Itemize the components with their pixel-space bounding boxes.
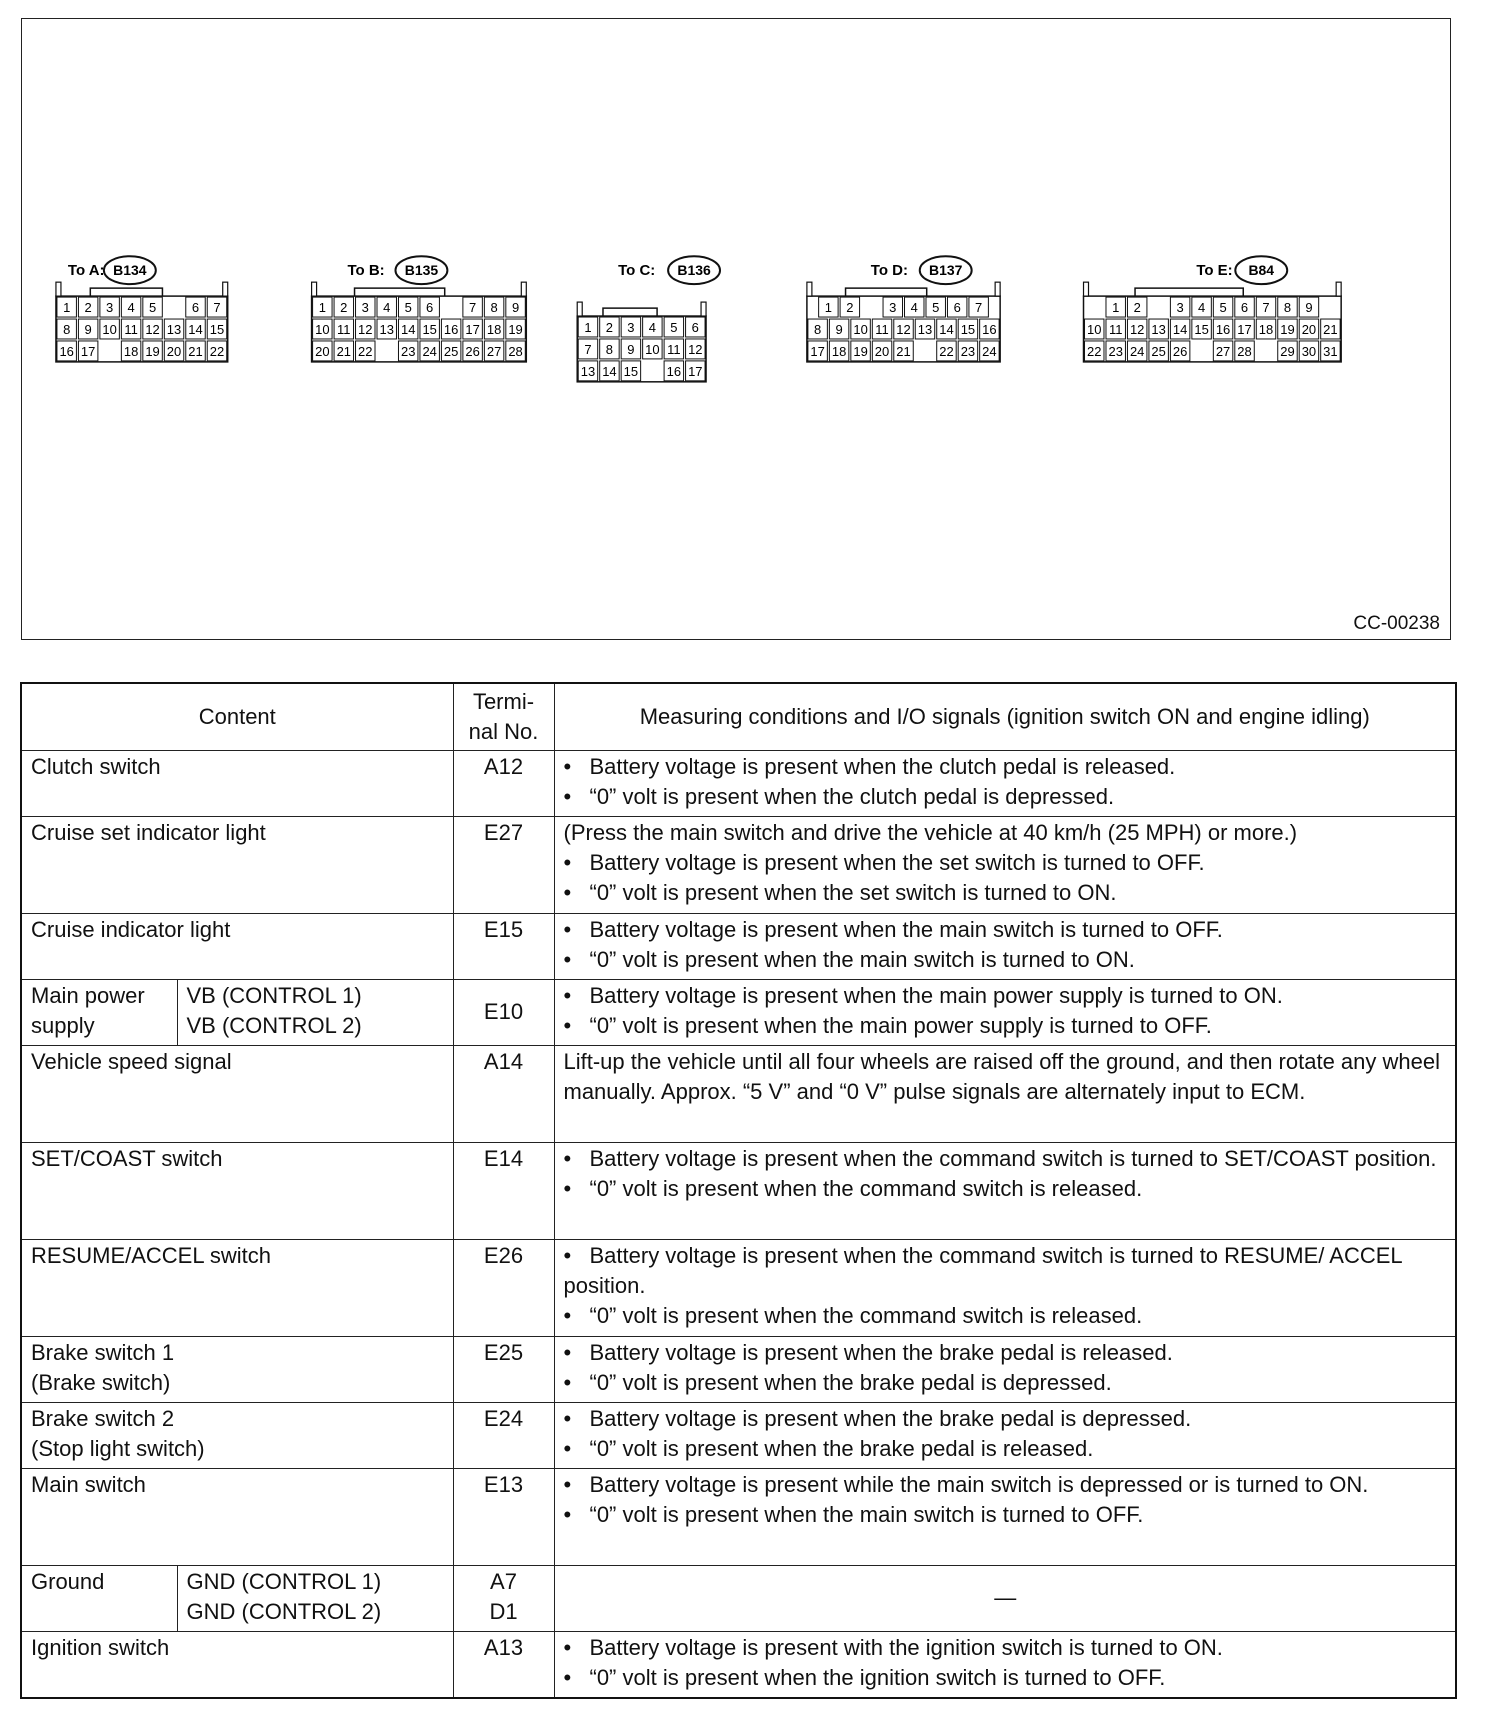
connector-pin-number: 6 [426, 300, 434, 316]
connector-pin-number: 31 [1323, 343, 1338, 359]
connector-pin-number: 11 [1108, 321, 1123, 337]
row-terminal: E25 [453, 1337, 554, 1403]
row-sub1: GND (CONTROL 1) [186, 1569, 382, 1594]
connector-post [223, 282, 228, 296]
connector-pin-number: 20 [315, 343, 330, 359]
connector-pin-number: 17 [810, 343, 825, 359]
connector-pin-number: 4 [910, 300, 918, 316]
condition-line: • “0” volt is present when the main power supply is turned to OFF. [564, 1011, 1448, 1041]
table-row [21, 1632, 1456, 1698]
table-row [21, 817, 1456, 914]
connector-pin-number: 19 [145, 343, 160, 359]
condition-line: • Battery voltage is present when the set switch is turned to OFF. [564, 848, 1448, 878]
condition-line: • “0” volt is present when the command switch is released. [564, 1174, 1448, 1204]
connector-pin-number: 5 [404, 300, 412, 316]
row-conditions [554, 751, 1456, 817]
connector-pin-number: 1 [584, 320, 592, 335]
connector-figure [21, 18, 1451, 640]
row-content-line2: supply [31, 1013, 95, 1038]
connector-lock-tab [90, 288, 162, 296]
connector-pin-number: 18 [831, 343, 847, 359]
condition-line: • Battery voltage is present when the main power supply is turned to ON. [564, 981, 1448, 1011]
row-conditions [554, 914, 1456, 980]
row-content-line1: Brake switch 2 [31, 1406, 175, 1431]
connector-pin-number: 7 [213, 300, 221, 316]
row-content-line1: Main power [31, 983, 145, 1008]
connector-label: To A: [67, 262, 105, 280]
row-conditions [554, 1403, 1456, 1469]
connector-id: B134 [113, 262, 147, 279]
connector-pin-number: 2 [605, 320, 614, 335]
connector-lock-tab [603, 308, 657, 316]
header-content: Content [21, 683, 453, 751]
row-content-line1: Brake switch 1 [31, 1340, 175, 1365]
connector-pin-number: 5 [148, 300, 157, 316]
condition-line: • “0” volt is present when the brake pedal is released. [564, 1434, 1448, 1464]
connector-pin-number: 10 [1087, 321, 1102, 337]
row-subcontent [177, 980, 453, 1046]
row-content: Ignition switch [21, 1632, 453, 1698]
connector-pin-number: 8 [814, 321, 822, 337]
connector-pin-number: 12 [145, 321, 160, 337]
condition-line: • Battery voltage is present with the ignition switch is turned to ON. [564, 1633, 1448, 1663]
connector-pin-number: 7 [469, 300, 477, 316]
connector-label: To B: [347, 262, 385, 280]
row-sub2: VB (CONTROL 2) [186, 1013, 362, 1038]
connector-pin-number: 19 [853, 343, 868, 359]
connector-pin-number: 21 [336, 343, 352, 359]
connector-pin-number: 14 [1172, 321, 1188, 337]
row-conditions [554, 1632, 1456, 1698]
connector-pin-number: 9 [84, 321, 92, 337]
row-content: Cruise indicator light [21, 914, 453, 980]
row-content [21, 1403, 453, 1469]
condition-intro: (Press the main switch and drive the vehicle at 40 km/h (25 MPH) or more.) [563, 820, 1298, 845]
row-subcontent [177, 1566, 453, 1632]
row-content: SET/COAST switch [21, 1143, 453, 1240]
figure-code: CC-00238 [1353, 613, 1440, 634]
connector-pin-number: 23 [400, 343, 416, 359]
row-terminal: E14 [453, 1143, 554, 1240]
connector-pin-number: 16 [59, 343, 74, 359]
condition-line: • “0” volt is present when the command switch is released. [564, 1301, 1448, 1331]
connector-post [312, 282, 317, 296]
connector-pin-number: 7 [1262, 300, 1270, 316]
row-content-line2: (Stop light switch) [31, 1436, 205, 1461]
connector-pin-number: 21 [188, 343, 203, 359]
row-content [21, 1337, 453, 1403]
connector-pin-number: 8 [605, 341, 614, 357]
row-terminal: E13 [453, 1469, 554, 1566]
row-content: Clutch switch [21, 751, 453, 817]
table-row [21, 1566, 1456, 1632]
connector-pin-number: 14 [939, 321, 954, 337]
row-conditions [554, 1337, 1456, 1403]
connector-pin-number: 3 [627, 320, 635, 335]
row-content-line2: (Brake switch) [31, 1370, 171, 1395]
connector-pin-number: 11 [337, 321, 351, 337]
connector-pin-number: 17 [465, 321, 480, 337]
connector-pin-number: 22 [939, 343, 954, 359]
connector-pin-number: 21 [1323, 321, 1338, 337]
condition-line: • Battery voltage is present when the clutch pedal is released. [564, 752, 1448, 782]
connector-pin-number: 2 [84, 300, 92, 316]
connector-pin-number: 5 [1219, 300, 1227, 316]
table-row [21, 1337, 1456, 1403]
connector-pin-number: 12 [358, 321, 373, 337]
connector-pin-number: 4 [383, 300, 391, 316]
connector-pin-number: 20 [166, 343, 182, 359]
connector-pin-number: 11 [124, 321, 138, 337]
connector-post [1336, 282, 1341, 296]
row-sub2: GND (CONTROL 2) [186, 1599, 382, 1624]
connector-pin-number: 10 [853, 321, 868, 337]
connector-pin-number: 15 [422, 321, 437, 337]
connector-pin-number: 26 [465, 343, 480, 359]
connector-pin-number: 16 [666, 363, 682, 379]
connector-pin-number: 20 [874, 343, 890, 359]
table-row [21, 751, 1456, 817]
connector-post [577, 302, 582, 316]
row-conditions [554, 1143, 1456, 1240]
connector-body [577, 316, 706, 382]
row-conditions [554, 817, 1456, 914]
connector-pin-number: 4 [1197, 300, 1206, 316]
connector-post [701, 302, 706, 316]
row-content: RESUME/ACCEL switch [21, 1240, 453, 1337]
connector-pin-number: 6 [691, 320, 699, 335]
connector-pin-number: 19 [508, 321, 523, 337]
connector-pin-number: 14 [400, 321, 416, 337]
connector-pin-number: 15 [209, 321, 225, 337]
connector-pin-number: 8 [1283, 300, 1292, 316]
table-row [21, 1469, 1456, 1566]
connector-pin-number: 12 [896, 321, 911, 337]
connector-pin-number: 9 [511, 300, 520, 316]
connector-pin-number: 23 [1108, 343, 1123, 359]
connector-pin-number: 20 [1301, 321, 1317, 337]
connector-pin-number: 23 [960, 343, 976, 359]
row-conditions [554, 1469, 1456, 1566]
connector-pin-number: 13 [1151, 321, 1166, 337]
connector-pin-number: 25 [443, 343, 459, 359]
connector-pin-number: 17 [688, 363, 703, 379]
row-terminal-2: D1 [489, 1599, 518, 1624]
connector-pin-number: 11 [875, 321, 889, 337]
connector-pin-number: 3 [106, 300, 114, 316]
terminal-table [20, 682, 1457, 1699]
connector-pin-number: 13 [379, 321, 394, 337]
connector-pin-number: 1 [63, 300, 71, 316]
connector-pin-number: 15 [623, 363, 639, 379]
row-terminal: E26 [453, 1240, 554, 1337]
connector-label: To C: [618, 262, 656, 280]
connector-pin-number: 15 [960, 321, 976, 337]
condition-line: • Battery voltage is present when the main switch is turned to OFF. [564, 915, 1448, 945]
connector-label: To E: [1196, 262, 1233, 280]
condition-line: • Battery voltage is present when the brake pedal is released. [564, 1338, 1448, 1368]
connector-pin-number: 9 [627, 341, 635, 357]
connector-pin-number: 27 [486, 343, 502, 359]
condition-line: • “0” volt is present when the set switch is turned to ON. [564, 878, 1448, 908]
condition-line: • “0” volt is present when the main switch is turned to ON. [564, 945, 1448, 975]
table-row [21, 1143, 1456, 1240]
connector-pin-number: 17 [80, 343, 96, 359]
connector-pin-number: 4 [127, 300, 135, 316]
connector-pin-number: 10 [645, 341, 660, 357]
connector-pin-number: 28 [1237, 343, 1252, 359]
connector-pin-number: 10 [102, 321, 117, 337]
connector-pin-number: 3 [1176, 300, 1184, 316]
connector-pin-number: 2 [1133, 300, 1141, 316]
connector-pin-number: 15 [1194, 321, 1209, 337]
condition-line: • “0” volt is present when the clutch pedal is depressed. [564, 782, 1448, 812]
connector-pin-number: 13 [917, 321, 933, 337]
connector-pin-number: 30 [1301, 343, 1317, 359]
row-content: Ground [21, 1566, 177, 1632]
connector-diagram [22, 19, 1450, 639]
row-content: Main switch [21, 1469, 453, 1566]
connector-pin-number: 12 [1129, 321, 1145, 337]
connector-pin-number: 24 [422, 343, 437, 359]
connector-pin-number: 29 [1280, 343, 1295, 359]
row-content: Vehicle speed signal [21, 1046, 453, 1143]
connector-label: To D: [870, 262, 908, 280]
connector-pin-number: 5 [932, 300, 940, 316]
connector-pin-number: 1 [1112, 300, 1120, 316]
connector-pin-number: 25 [1151, 343, 1166, 359]
header-terminal-line2: nal No. [468, 719, 539, 744]
header-terminal-line1: Termi- [472, 689, 535, 714]
header-terminal [453, 683, 554, 751]
connector-pin-number: 8 [490, 300, 498, 316]
row-terminal: E15 [453, 914, 554, 980]
connector-pin-number: 10 [315, 321, 330, 337]
connector-pin-number: 21 [896, 343, 911, 359]
connector-id: B135 [404, 262, 439, 279]
row-terminal [453, 1566, 554, 1632]
connector-pin-number: 14 [602, 363, 617, 379]
connector-pin-number: 17 [1237, 321, 1252, 337]
row-terminal: A13 [453, 1632, 554, 1698]
connector-pin-number: 24 [982, 343, 997, 359]
connector-pin-number: 9 [835, 321, 843, 337]
connector-pin-number: 26 [1172, 343, 1188, 359]
table-header-row [21, 683, 1456, 751]
connector-pin-number: 13 [580, 363, 596, 379]
row-terminal: A14 [453, 1046, 554, 1143]
connector-post [807, 282, 812, 296]
condition-line: • Battery voltage is present when the command switch is turned to SET/COAST position. [564, 1144, 1448, 1174]
connector-pin-number: 3 [361, 300, 369, 316]
connector-pin-number: 7 [584, 341, 592, 357]
connector-lock-tab [355, 288, 445, 296]
connector-pin-number: 18 [123, 343, 139, 359]
connector-pin-number: 9 [1305, 300, 1313, 316]
connector-pin-number: 6 [191, 300, 200, 316]
connector-post [56, 282, 61, 296]
connector-pin-number: 12 [688, 341, 703, 357]
connector-pin-number: 11 [667, 341, 681, 357]
connector-pin-number: 14 [188, 321, 203, 337]
connector-id: B137 [929, 262, 963, 279]
row-terminal-1: A7 [490, 1569, 517, 1594]
connector-post [995, 282, 1000, 296]
connector-pin-number: 2 [340, 300, 348, 316]
table-row [21, 1240, 1456, 1337]
connector-pin-number: 2 [846, 300, 854, 316]
connector-pin-number: 8 [63, 321, 71, 337]
table-row [21, 1403, 1456, 1469]
condition-line: • “0” volt is present when the brake pedal is depressed. [564, 1368, 1448, 1398]
row-conditions [554, 980, 1456, 1046]
connector-pin-number: 16 [443, 321, 459, 337]
row-conditions [554, 1240, 1456, 1337]
row-terminal: E24 [453, 1403, 554, 1469]
row-terminal: E27 [453, 817, 554, 914]
connector-lock-tab [846, 288, 927, 296]
connector-id: B84 [1248, 262, 1275, 279]
connector-pin-number: 1 [318, 300, 326, 316]
connector-pin-number: 24 [1129, 343, 1145, 359]
connector-pin-number: 16 [982, 321, 997, 337]
condition-line: • “0” volt is present when the ignition switch is turned to OFF. [564, 1663, 1448, 1693]
connector-pin-number: 18 [486, 321, 502, 337]
connector-post [1084, 282, 1089, 296]
connector-pin-number: 3 [889, 300, 897, 316]
connector-pin-number: 19 [1280, 321, 1295, 337]
connector-pin-number: 13 [166, 321, 182, 337]
condition-line: • Battery voltage is present when the command switch is turned to RESUME/ ACCEL position. [564, 1241, 1448, 1301]
connector-pin-number: 16 [1215, 321, 1231, 337]
connector-pin-number: 6 [953, 300, 961, 316]
connector-pin-number: 7 [975, 300, 983, 316]
connector-pin-number: 22 [209, 343, 225, 359]
table-row [21, 980, 1456, 1046]
connector-pin-number: 27 [1215, 343, 1231, 359]
row-sub1: VB (CONTROL 1) [186, 983, 362, 1008]
connector-pin-number: 4 [648, 320, 656, 335]
row-terminal: E10 [453, 980, 554, 1046]
connector-pin-number: 6 [1240, 300, 1249, 316]
connector-pin-number: 1 [824, 300, 832, 316]
connector-pin-number: 18 [1258, 321, 1274, 337]
connector-post [521, 282, 526, 296]
connector-pin-number: 5 [670, 320, 678, 335]
condition-line: • Battery voltage is present while the main switch is depressed or is turned to ON. [564, 1470, 1448, 1500]
header-conditions: Measuring conditions and I/O signals (ignition switch ON and engine idling) [554, 683, 1456, 751]
row-conditions: Lift-up the vehicle until all four wheels are raised off the ground, and then rotate any wheel manually. Approx. “5 V” and “0 V” pulse signals are alternately input to ECM. [554, 1046, 1456, 1143]
row-terminal: A12 [453, 751, 554, 817]
connector-pin-number: 28 [508, 343, 523, 359]
connector-lock-tab [1135, 288, 1243, 296]
table-row [21, 914, 1456, 980]
connector-pin-number: 22 [358, 343, 373, 359]
connector-pin-number: 22 [1087, 343, 1102, 359]
row-conditions-dash: — [554, 1566, 1456, 1632]
row-content [21, 980, 177, 1046]
table-row [21, 1046, 1456, 1143]
condition-line: • “0” volt is present when the main switch is turned to OFF. [564, 1500, 1448, 1530]
condition-line: • Battery voltage is present when the brake pedal is depressed. [564, 1404, 1448, 1434]
row-content: Cruise set indicator light [21, 817, 453, 914]
connector-id: B136 [677, 262, 711, 279]
